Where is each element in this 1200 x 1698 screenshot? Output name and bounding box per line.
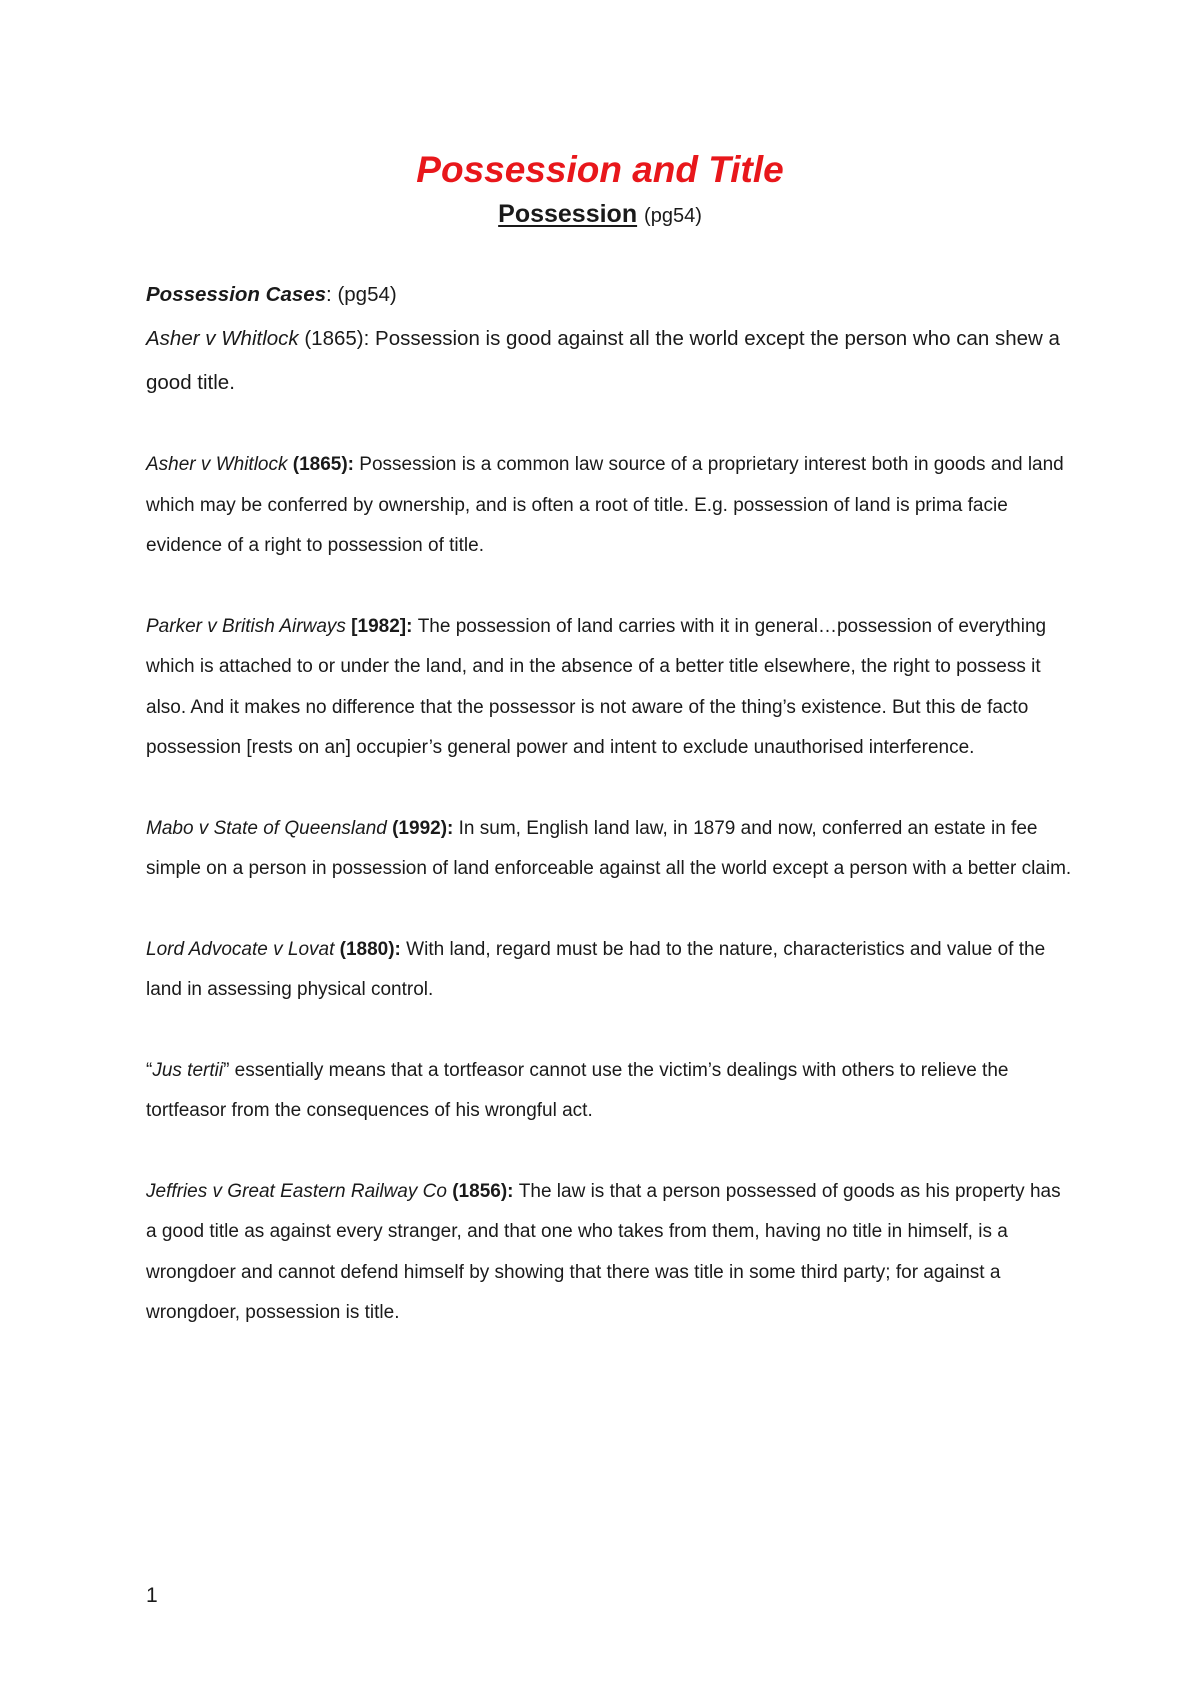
case-text: The law is that a person possessed of goods as his property has a good title as against every stranger, and that one who takes from them, having no title in himself, is a wrongdoer and cannot defend himself by showing that there was title in some third party; for against a wrongdoer, possession is title. bbox=[146, 1180, 1061, 1323]
document-title: Possession and Title bbox=[416, 149, 784, 190]
section-heading-text: Possession bbox=[498, 200, 638, 228]
quote-close: ” bbox=[223, 1059, 230, 1081]
page-number: 1 bbox=[146, 1584, 158, 1607]
cases-heading-label: Possession Cases bbox=[146, 283, 327, 306]
case-name: Lord Advocate v Lovat bbox=[146, 938, 335, 960]
definition-paragraph bbox=[146, 1051, 1076, 1132]
case-year: [1982]: bbox=[345, 615, 418, 637]
case-paragraph bbox=[146, 930, 1076, 1011]
section-heading bbox=[0, 198, 1200, 232]
case-paragraph bbox=[146, 1172, 1076, 1334]
case-year: (1865): bbox=[298, 327, 376, 350]
case-year: (1856): bbox=[446, 1180, 519, 1202]
case-text: With land, regard must be had to the nature, characteristics and value of the land in assessing physical control. bbox=[146, 938, 1046, 1000]
document-body bbox=[146, 273, 1076, 1334]
case-year: (1880): bbox=[334, 938, 407, 960]
case-year: (1992): bbox=[386, 817, 459, 839]
case-name: Jeffries v Great Eastern Railway Co bbox=[146, 1180, 447, 1202]
case-text: The possession of land carries with it in general…possession of everything which is attached to or under the land, and in the absence of a better title elsewhere, the right to possess it also. And it makes no difference that the possessor is not aware of the thing’s existence. But this de facto possession [rests on an] occupier’s general power and intent to exclude unauthorised interference. bbox=[146, 615, 1047, 758]
case-paragraph bbox=[146, 607, 1076, 769]
case-text: In sum, English land law, in 1879 and now, conferred an estate in fee simple on a person in possession of land enforceable against all the world except a person with a better claim. bbox=[146, 817, 1072, 879]
case-name: Asher v Whitlock bbox=[146, 454, 288, 475]
definition-text: essentially means that a tortfeasor cannot use the victim’s dealings with others to relieve the tortfeasor from the consequences of his wrongful act. bbox=[146, 1059, 1009, 1121]
case-text: Possession is a common law source of a proprietary interest both in goods and land which may be conferred by ownership, and is often a root of title. E.g. possession of land is prima facie evidence of a right to possession of title. bbox=[146, 454, 1064, 556]
cases-heading bbox=[146, 273, 1076, 317]
case-year: (1865): bbox=[287, 454, 360, 475]
case-name: Mabo v State of Queensland bbox=[146, 817, 387, 839]
defined-term: Jus tertii bbox=[152, 1059, 224, 1081]
case-text: Possession is good against all the world except the person who can shew a good title. bbox=[146, 327, 1060, 394]
case-paragraph bbox=[146, 317, 1076, 405]
cases-heading-ref: : (pg54) bbox=[326, 283, 397, 306]
case-name: Parker v British Airways bbox=[146, 615, 346, 637]
section-page-ref: (pg54) bbox=[644, 205, 702, 227]
quote-open: “ bbox=[146, 1059, 153, 1081]
case-paragraph bbox=[146, 445, 1076, 567]
case-name: Asher v Whitlock bbox=[146, 327, 299, 350]
case-paragraph bbox=[146, 809, 1076, 890]
